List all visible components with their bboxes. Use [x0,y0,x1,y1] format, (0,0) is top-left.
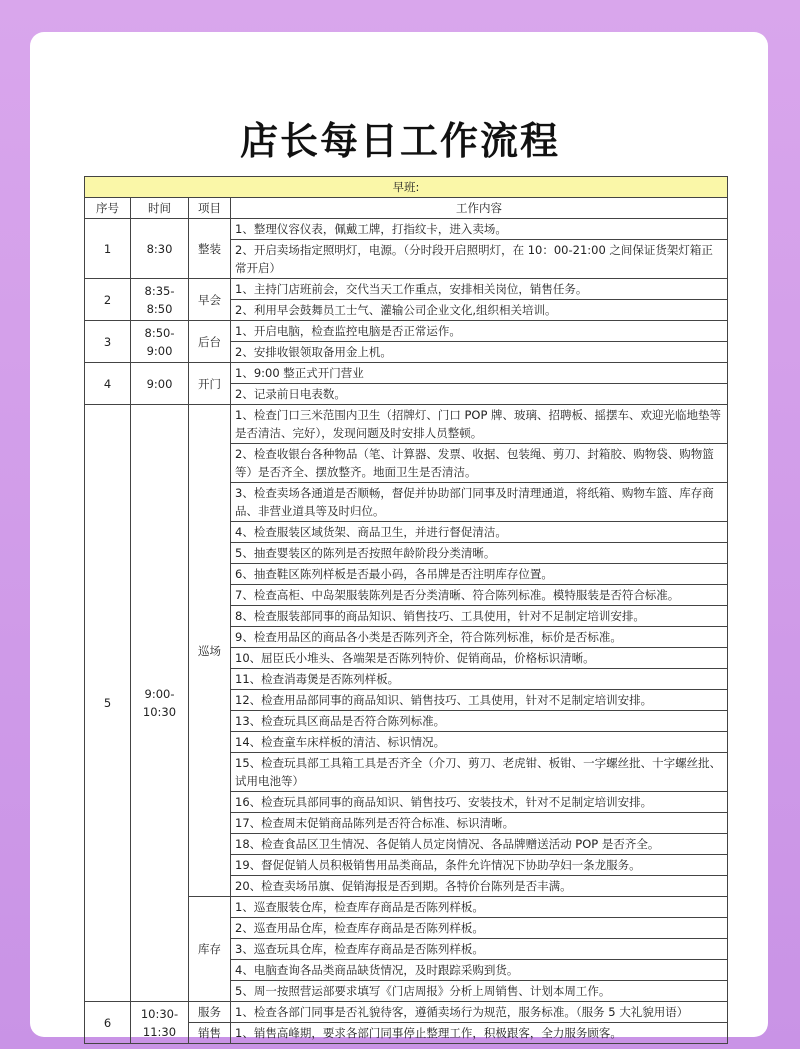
table-row [85,1002,728,1023]
row-item: 服务 [189,1002,231,1023]
task-text: 2、巡查用品仓库，检查库存商品是否陈列样板。 [231,918,728,939]
row-time: 10:30-11:30 [131,1002,189,1044]
row-time: 9:00 [131,363,189,405]
shift-label: 早班: [85,177,728,198]
table-row [85,405,728,444]
task-text: 2、安排收银领取备用金上机。 [231,342,728,363]
header-item: 项目 [189,198,231,219]
task-text: 8、检查服装部同事的商品知识、销售技巧、工具使用，针对不足制定培训安排。 [231,606,728,627]
task-text: 11、检查消毒煲是否陈列样板。 [231,669,728,690]
table-row [85,279,728,300]
task-text: 18、检查食品区卫生情况、各促销人员定岗情况、各品牌赠送活动 POP 是否齐全。 [231,834,728,855]
task-text: 1、整理仪容仪表，佩戴工牌，打指纹卡，进入卖场。 [231,219,728,240]
header-row [85,198,728,219]
task-text: 13、检查玩具区商品是否符合陈列标准。 [231,711,728,732]
page-title: 店长每日工作流程 [239,119,560,163]
task-text: 2、利用早会鼓舞员工士气、灌输公司企业文化,组织相关培训。 [231,300,728,321]
task-text: 5、周一按照营运部要求填写《门店周报》分析上周销售、计划本周工作。 [231,981,728,1002]
task-text: 19、督促促销人员积极销售用品类商品，条件允许情况下协助孕妇一条龙服务。 [231,855,728,876]
task-text: 7、检查高柜、中岛架服装陈列是否分类清晰、符合陈列标准。模特服装是否符合标准。 [231,585,728,606]
task-text: 1、开启电脑，检查监控电脑是否正常运作。 [231,321,728,342]
task-text: 1、检查门口三米范围内卫生（招牌灯、门口 POP 牌、玻璃、招聘板、摇摆车、欢迎光临地垫等是否清洁、完好），发现问题及时安排人员整顿。 [231,405,728,444]
row-item: 后台 [189,321,231,363]
row-item: 整装 [189,219,231,279]
row-time: 9:00-10:30 [131,405,189,1002]
task-text: 5、抽查婴装区的陈列是否按照年龄阶段分类清晰。 [231,543,728,564]
row-item: 库存 [189,897,231,1002]
task-text: 2、记录前日电表数。 [231,384,728,405]
row-time: 8:50-9:00 [131,321,189,363]
task-text: 15、检查玩具部工具箱工具是否齐全（介刀、剪刀、老虎钳、板钳、一字螺丝批、十字螺丝批、试用电池等） [231,753,728,792]
task-text: 12、检查用品部同事的商品知识、销售技巧、工具使用，针对不足制定培训安排。 [231,690,728,711]
task-text: 3、检查卖场各通道是否顺畅，督促并协助部门同事及时清理通道，将纸箱、购物车篮、库存商品、非营业道具等及时归位。 [231,483,728,522]
schedule-table-body [85,177,728,1044]
task-text: 6、抽查鞋区陈列样板是否最小码，各吊牌是否注明库存位置。 [231,564,728,585]
table-row [85,363,728,384]
task-text: 4、检查服装区域货架、商品卫生，并进行督促清洁。 [231,522,728,543]
task-text: 1、9:00 整正式开门营业 [231,363,728,384]
header-num: 序号 [85,198,131,219]
row-number: 4 [85,363,131,405]
task-text: 2、检查收银台各种物品（笔、计算器、发票、收据、包装绳、剪刀、封箱胶、购物袋、购物篮等）是否齐全、摆放整齐。地面卫生是否清洁。 [231,444,728,483]
task-text: 1、巡查服装仓库，检查库存商品是否陈列样板。 [231,897,728,918]
task-text: 1、主持门店班前会，交代当天工作重点，安排相关岗位，销售任务。 [231,279,728,300]
task-text: 20、检查卖场吊旗、促销海报是否到期。各特价台陈列是否丰满。 [231,876,728,897]
row-number: 6 [85,1002,131,1044]
header-time: 时间 [131,198,189,219]
task-text: 17、检查周末促销商品陈列是否符合标准、标识清晰。 [231,813,728,834]
schedule-table [84,176,728,1044]
table-row [85,321,728,342]
header-content: 工作内容 [231,198,728,219]
row-item: 巡场 [189,405,231,897]
task-text: 1、检查各部门同事是否礼貌待客，遵循卖场行为规范，服务标准。（服务 5 大礼貌用语） [231,1002,728,1023]
row-time: 8:35-8:50 [131,279,189,321]
row-item: 早会 [189,279,231,321]
row-number: 3 [85,321,131,363]
task-text: 14、检查童车床样板的清洁、标识情况。 [231,732,728,753]
task-text: 10、屈臣氏小堆头、各端架是否陈列特价、促销商品，价格标识清晰。 [231,648,728,669]
task-text: 3、巡查玩具仓库，检查库存商品是否陈列样板。 [231,939,728,960]
row-number: 1 [85,219,131,279]
task-text: 4、电脑查询各品类商品缺货情况，及时跟踪采购到货。 [231,960,728,981]
row-item: 销售 [189,1023,231,1044]
row-number: 5 [85,405,131,1002]
task-text: 1、销售高峰期，要求各部门同事停止整理工作，积极跟客，全力服务顾客。 [231,1023,728,1044]
row-time: 8:30 [131,219,189,279]
task-text: 16、检查玩具部同事的商品知识、销售技巧、安装技术，针对不足制定培训安排。 [231,792,728,813]
task-text: 2、开启卖场指定照明灯，电源。（分时段开启照明灯，在 10：00-21:00 之间保证货架灯箱正常开启） [231,240,728,279]
row-number: 2 [85,279,131,321]
table-row [85,219,728,240]
task-text: 9、检查用品区的商品各小类是否陈列齐全，符合陈列标准，标价是否标准。 [231,627,728,648]
row-item: 开门 [189,363,231,405]
shift-band-row [85,177,728,198]
